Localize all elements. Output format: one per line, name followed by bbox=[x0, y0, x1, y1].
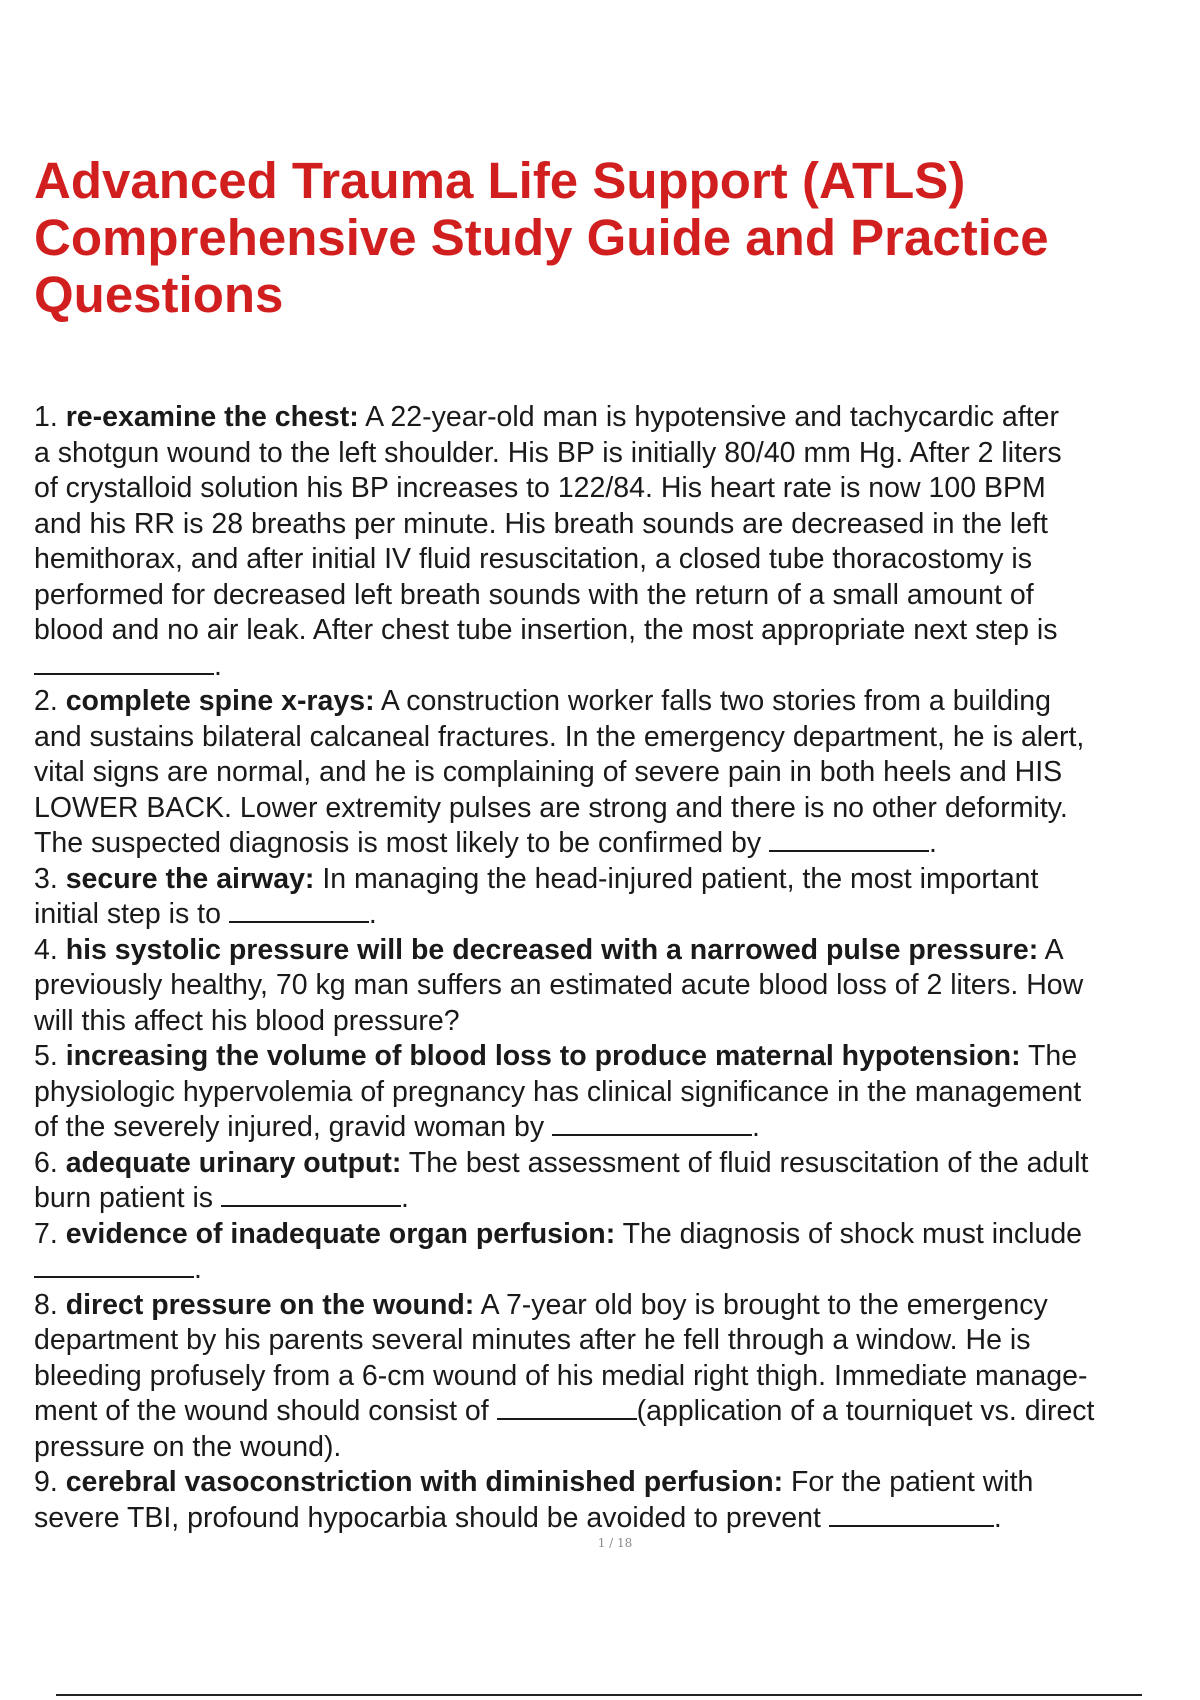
answer-blank bbox=[34, 653, 214, 675]
question-item bbox=[34, 862, 1200, 933]
question-line bbox=[34, 400, 1200, 436]
question-line bbox=[34, 1110, 1200, 1146]
question-line: department by his parents several minutes after he fell through a window. He is bbox=[34, 1324, 1031, 1356]
question-text: A construction worker falls two stories from a building bbox=[374, 685, 1051, 717]
question-text: In managing the head-injured patient, the most important bbox=[314, 862, 1039, 895]
question-number: 9. bbox=[34, 1466, 58, 1498]
question-text: A 22-year-old man is hypotensive and tachycardic after bbox=[358, 401, 1059, 433]
question-tail: . bbox=[400, 1182, 409, 1214]
question-answer: complete spine x-rays: bbox=[65, 685, 375, 717]
question-line bbox=[34, 1181, 1200, 1217]
question-line: performed for decreased left breath sounds with the return of a small amount of bbox=[34, 578, 1034, 611]
question-line bbox=[34, 862, 1200, 898]
answer-blank bbox=[497, 1398, 637, 1420]
question-text: The suspected diagnosis is most likely to be confirmed by bbox=[34, 827, 770, 859]
question-answer: secure the airway: bbox=[65, 862, 315, 895]
question-number: 4. bbox=[34, 933, 58, 966]
question-tail: . bbox=[929, 827, 937, 859]
question-answer: increasing the volume of blood loss to produce maternal hypotension: bbox=[65, 1040, 1021, 1072]
question-answer: cerebral vasoconstriction with diminished perfusion: bbox=[65, 1466, 784, 1498]
question-line bbox=[34, 1465, 1200, 1501]
question-tail: . bbox=[214, 649, 222, 682]
question-number: 1. bbox=[34, 401, 58, 433]
question-line: bleeding profusely from a 6-cm wound of his medial right thigh. Immediate manage- bbox=[34, 1359, 1088, 1392]
question-text: For the patient with bbox=[783, 1466, 1034, 1498]
answer-blank bbox=[829, 1505, 994, 1527]
question-item bbox=[34, 1146, 1200, 1217]
question-tail: . bbox=[194, 1253, 202, 1285]
question-number: 8. bbox=[34, 1288, 58, 1321]
question-line: physiologic hypervolemia of pregnancy has clinical significance in the management bbox=[34, 1075, 1082, 1108]
question-item bbox=[34, 1465, 1200, 1536]
question-text: The diagnosis of shock must include bbox=[615, 1217, 1083, 1250]
question-item bbox=[34, 1288, 1200, 1466]
question-text: The best assessment of fluid resuscitation of the adult bbox=[401, 1146, 1089, 1179]
question-line bbox=[34, 1039, 1200, 1075]
question-line: will this affect his blood pressure? bbox=[34, 1004, 460, 1037]
title-line: Comprehensive Study Guide and Practice bbox=[34, 209, 1049, 266]
question-tail: . bbox=[993, 1501, 1002, 1534]
question-text: (application of a tourniquet vs. direct bbox=[636, 1395, 1095, 1427]
question-answer: adequate urinary output: bbox=[65, 1146, 402, 1179]
question-line: and his RR is 28 breaths per minute. His breath sounds are decreased in the left bbox=[34, 507, 1048, 540]
question-line bbox=[34, 1501, 1200, 1537]
question-text: The bbox=[1020, 1040, 1078, 1072]
answer-blank bbox=[229, 901, 369, 923]
question-line bbox=[34, 1146, 1200, 1182]
question-line bbox=[34, 897, 1200, 933]
question-line: a shotgun wound to the left shoulder. His BP is initially 80/40 mm Hg. After 2 liters bbox=[34, 436, 1062, 469]
question-line bbox=[34, 1217, 1200, 1253]
question-line bbox=[34, 649, 1200, 685]
question-answer: re-examine the chest: bbox=[65, 401, 359, 433]
question-answer: evidence of inadequate organ perfusion: bbox=[65, 1217, 616, 1250]
question-line bbox=[34, 1252, 1200, 1288]
question-line: blood and no air leak. After chest tube insertion, the most appropriate next step is bbox=[34, 614, 1058, 646]
question-number: 2. bbox=[34, 685, 58, 717]
question-item bbox=[34, 1217, 1200, 1288]
question-item bbox=[34, 400, 1200, 684]
question-line: LOWER BACK. Lower extremity pulses are strong and there is no other deformity. bbox=[34, 791, 1068, 824]
question-number: 6. bbox=[34, 1146, 58, 1179]
question-number: 3. bbox=[34, 862, 58, 895]
question-tail: . bbox=[368, 898, 377, 930]
question-text: ment of the wound should consist of bbox=[34, 1395, 497, 1427]
question-text: initial step is to bbox=[34, 898, 229, 930]
question-line bbox=[34, 1288, 1200, 1324]
answer-blank bbox=[221, 1185, 401, 1207]
question-item bbox=[34, 933, 1200, 1040]
question-number: 5. bbox=[34, 1040, 58, 1072]
question-line: and sustains bilateral calcaneal fractures. In the emergency department, he is alert, bbox=[34, 720, 1085, 753]
answer-blank bbox=[769, 830, 929, 852]
question-item bbox=[34, 1039, 1200, 1146]
question-item bbox=[34, 684, 1200, 862]
page-number: 1 / 18 bbox=[597, 1536, 633, 1550]
question-line: of crystalloid solution his BP increases to 122/84. His heart rate is now 100 BPM bbox=[34, 472, 1046, 504]
title-line: Questions bbox=[34, 266, 284, 323]
question-answer: direct pressure on the wound: bbox=[65, 1288, 475, 1321]
question-text: A bbox=[1038, 933, 1064, 966]
question-text: severe TBI, profound hypocarbia should be avoided to prevent bbox=[34, 1501, 829, 1534]
page-divider bbox=[56, 1694, 1142, 1696]
question-line: hemithorax, and after initial IV fluid resuscitation, a closed tube thoracostomy is bbox=[34, 543, 1033, 575]
question-line bbox=[34, 1394, 1200, 1430]
question-answer: his systolic pressure will be decreased with a narrowed pulse pressure: bbox=[65, 933, 1039, 966]
question-line: vital signs are normal, and he is complaining of severe pain in both heels and HIS bbox=[34, 756, 1063, 788]
question-line bbox=[34, 684, 1200, 720]
question-line bbox=[34, 826, 1200, 862]
question-list bbox=[34, 400, 1200, 1536]
question-line: previously healthy, 70 kg man suffers an estimated acute blood loss of 2 liters. How bbox=[34, 969, 1084, 1001]
title-line: Advanced Trauma Life Support (ATLS) bbox=[34, 152, 966, 209]
answer-blank bbox=[34, 1256, 194, 1278]
question-line: pressure on the wound). bbox=[34, 1430, 342, 1463]
answer-blank bbox=[552, 1114, 752, 1136]
question-text: A 7-year old boy is brought to the emergency bbox=[474, 1288, 1048, 1321]
question-text: of the severely injured, gravid woman by bbox=[34, 1111, 553, 1143]
question-tail: . bbox=[752, 1111, 760, 1143]
question-line bbox=[34, 933, 1200, 969]
question-number: 7. bbox=[34, 1217, 58, 1250]
question-text: burn patient is bbox=[34, 1182, 221, 1214]
document-title bbox=[34, 152, 1154, 323]
